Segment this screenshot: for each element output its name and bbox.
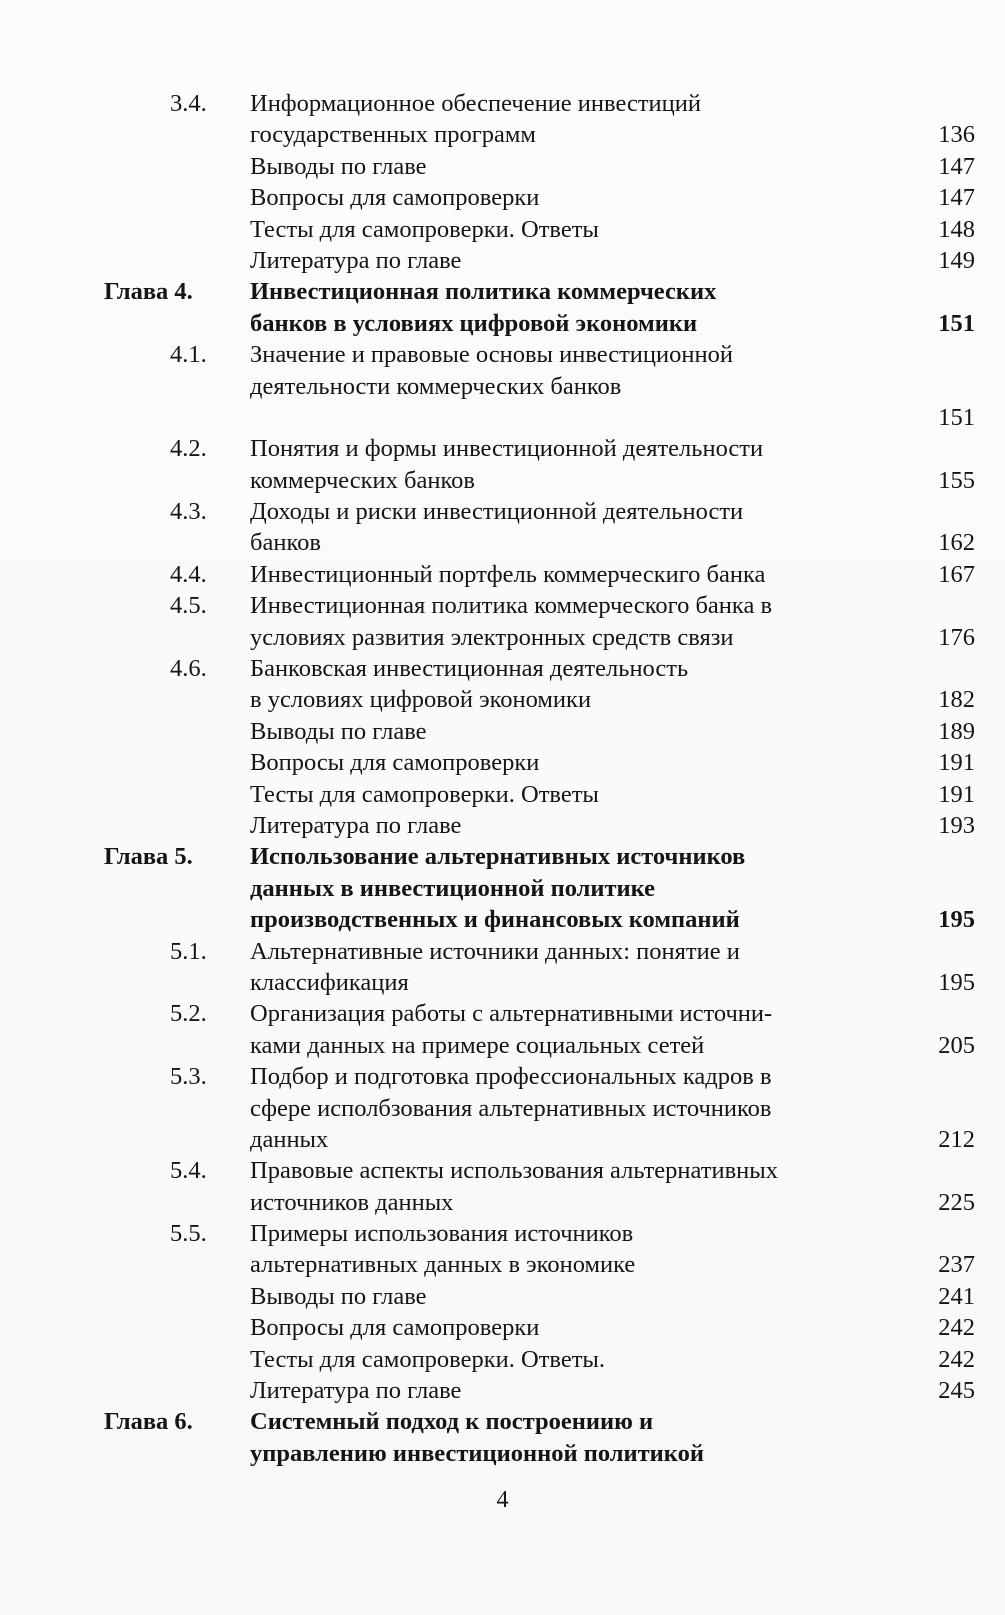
toc-entry-line [0, 653, 1005, 684]
toc-chapter-line [0, 904, 1005, 935]
section-number: 4.5. [170, 592, 207, 620]
toc-entry-line [0, 747, 1005, 778]
section-title: Инвестиционная политика коммерческого банка в [250, 592, 773, 620]
section-number: 3.4. [170, 90, 207, 117]
toc-page-number: 147 [938, 184, 975, 212]
toc-page-number: 205 [938, 1031, 975, 1059]
section-title: Выводы по главе [250, 152, 427, 180]
section-title: условиях развития электронных средств связи [250, 623, 734, 651]
toc-page-number: 191 [938, 749, 975, 777]
section-number: 4.4. [170, 560, 207, 588]
toc-chapter-line [0, 1406, 1005, 1437]
toc-page-number: 167 [938, 560, 975, 588]
toc-entry-line [0, 119, 1005, 150]
toc-page-number: 195 [938, 906, 975, 934]
toc-entry-line [0, 496, 1005, 527]
section-title: Литература по главе [250, 811, 462, 839]
toc-entry-line [0, 716, 1005, 747]
section-number: 5.5. [170, 1220, 207, 1248]
section-title: Выводы по главе [250, 717, 427, 745]
section-number: 4.6. [170, 655, 207, 683]
toc-entry-line [0, 967, 1005, 998]
section-title: коммерческих банков [250, 466, 475, 494]
toc-entry-line [0, 402, 1005, 433]
chapter-number: Глава 5. [104, 843, 193, 871]
toc-entry-line [0, 1375, 1005, 1406]
toc-page-number: 195 [938, 968, 975, 996]
toc-page-number: 136 [938, 121, 975, 149]
toc-page-number: 191 [938, 780, 975, 808]
toc-entry-line [0, 88, 1005, 119]
toc-chapter-line [0, 308, 1005, 339]
section-number: 5.3. [170, 1063, 207, 1091]
toc-entry-line [0, 1187, 1005, 1218]
section-title: банков [250, 529, 321, 557]
toc-entry-line [0, 151, 1005, 182]
toc-page-number: 212 [938, 1125, 975, 1153]
table-of-contents [0, 88, 1005, 1469]
section-title: Инвестиционный портфель коммерческиго банка [250, 560, 766, 588]
toc-page-number: 225 [938, 1188, 975, 1216]
toc-chapter-line [0, 276, 1005, 307]
section-title: Правовые аспекты использования альтернативных [250, 1157, 778, 1185]
section-title: ками данных на примере социальных сетей [250, 1031, 705, 1059]
toc-entry-line [0, 245, 1005, 276]
section-title: Литература по главе [250, 246, 462, 274]
toc-entry-line [0, 936, 1005, 967]
toc-page-number: 147 [938, 152, 975, 180]
section-title: деятельности коммерческих банков [250, 372, 622, 400]
toc-page-number: 241 [938, 1282, 975, 1310]
section-title: Организация работы с альтернативными источни- [250, 1000, 773, 1028]
toc-chapter-line [0, 841, 1005, 872]
section-title: Доходы и риски инвестиционной деятельности [250, 498, 744, 526]
section-title: государственных программ [250, 121, 536, 149]
section-title: Подбор и подготовка профессиональных кадров в [250, 1063, 772, 1091]
toc-page-number: 162 [938, 529, 975, 557]
chapter-title: управлению инвестиционной политикой [250, 1439, 704, 1467]
toc-page-number: 182 [938, 686, 975, 714]
section-title: сфере исполбзования альтернативных источников [250, 1094, 772, 1122]
section-title: Примеры использования источников [250, 1220, 634, 1248]
section-number: 4.3. [170, 498, 207, 526]
section-title: Тесты для самопроверки. Ответы [250, 215, 599, 243]
toc-page-number: 242 [938, 1345, 975, 1373]
toc-page-number: 155 [938, 466, 975, 494]
section-title: Банковская инвестиционная деятельность [250, 655, 689, 683]
toc-entry-line [0, 214, 1005, 245]
chapter-title: Инвестиционная политика коммерческих [250, 278, 717, 306]
toc-entry-line [0, 1344, 1005, 1375]
toc-entry-line [0, 810, 1005, 841]
toc-page-number: 193 [938, 811, 975, 839]
toc-entry-line [0, 1281, 1005, 1312]
chapter-title: Системный подход к построениию и [250, 1408, 654, 1436]
toc-entry-line [0, 182, 1005, 213]
toc-entry-line [0, 1093, 1005, 1124]
chapter-number: Глава 4. [104, 278, 193, 306]
section-title: Тесты для самопроверки. Ответы. [250, 1345, 605, 1373]
toc-entry-line [0, 1124, 1005, 1155]
section-title: в условиях цифровой экономики [250, 686, 592, 714]
section-number: 4.1. [170, 341, 207, 369]
section-number: 5.4. [170, 1157, 207, 1185]
toc-entry-line [0, 465, 1005, 496]
section-title: классификация [250, 968, 409, 996]
toc-entry-line [0, 1312, 1005, 1343]
section-title: Понятия и формы инвестиционной деятельности [250, 435, 764, 463]
chapter-title: данных в инвестиционной политике [250, 874, 656, 902]
toc-page-number: 189 [938, 717, 975, 745]
toc-page-number: 149 [938, 246, 975, 274]
toc-page-number: 237 [938, 1251, 975, 1279]
toc-entry-line [0, 622, 1005, 653]
section-title: Информационное обеспечение инвестиций [250, 90, 701, 117]
toc-page-number: 151 [938, 403, 975, 431]
toc-chapter-line [0, 1438, 1005, 1469]
toc-entry-line [0, 1249, 1005, 1280]
section-title: Тесты для самопроверки. Ответы [250, 780, 599, 808]
toc-page-number: 148 [938, 215, 975, 243]
toc-entry-line [0, 1218, 1005, 1249]
toc-entry-line [0, 684, 1005, 715]
toc-entry-line [0, 559, 1005, 590]
toc-entry-line [0, 433, 1005, 464]
toc-entry-line [0, 339, 1005, 370]
section-number: 5.2. [170, 1000, 207, 1028]
toc-entry-line [0, 527, 1005, 558]
section-title: Альтернативные источники данных: понятие и [250, 937, 740, 965]
toc-entry-line [0, 590, 1005, 621]
toc-entry-line [0, 1155, 1005, 1186]
toc-entry-line [0, 1061, 1005, 1092]
toc-page-number: 176 [938, 623, 975, 651]
section-title: Значение и правовые основы инвестиционной [250, 341, 733, 369]
section-number: 5.1. [170, 937, 207, 965]
toc-page-number: 151 [938, 309, 975, 337]
toc-entry-line [0, 1030, 1005, 1061]
section-title: Вопросы для самопроверки [250, 749, 540, 777]
toc-page-number: 245 [938, 1377, 975, 1405]
section-title: Вопросы для самопроверки [250, 1314, 540, 1342]
toc-entry-line [0, 371, 1005, 402]
page-number: 4 [496, 1487, 509, 1513]
toc-chapter-line [0, 873, 1005, 904]
section-number: 4.2. [170, 435, 207, 463]
chapter-number: Глава 6. [104, 1408, 193, 1436]
section-title: источников данных [250, 1188, 454, 1216]
section-title: Выводы по главе [250, 1282, 427, 1310]
section-title: Литература по главе [250, 1377, 462, 1405]
section-title: альтернативных данных в экономике [250, 1251, 636, 1279]
toc-page-number: 242 [938, 1314, 975, 1342]
section-title: Вопросы для самопроверки [250, 184, 540, 212]
toc-entry-line [0, 779, 1005, 810]
chapter-title: производственных и финансовых компаний [250, 906, 740, 934]
chapter-title: банков в условиях цифровой экономики [250, 309, 698, 337]
toc-entry-line [0, 998, 1005, 1029]
section-title: данных [250, 1125, 329, 1153]
chapter-title: Использование альтернативных источников [250, 843, 746, 871]
